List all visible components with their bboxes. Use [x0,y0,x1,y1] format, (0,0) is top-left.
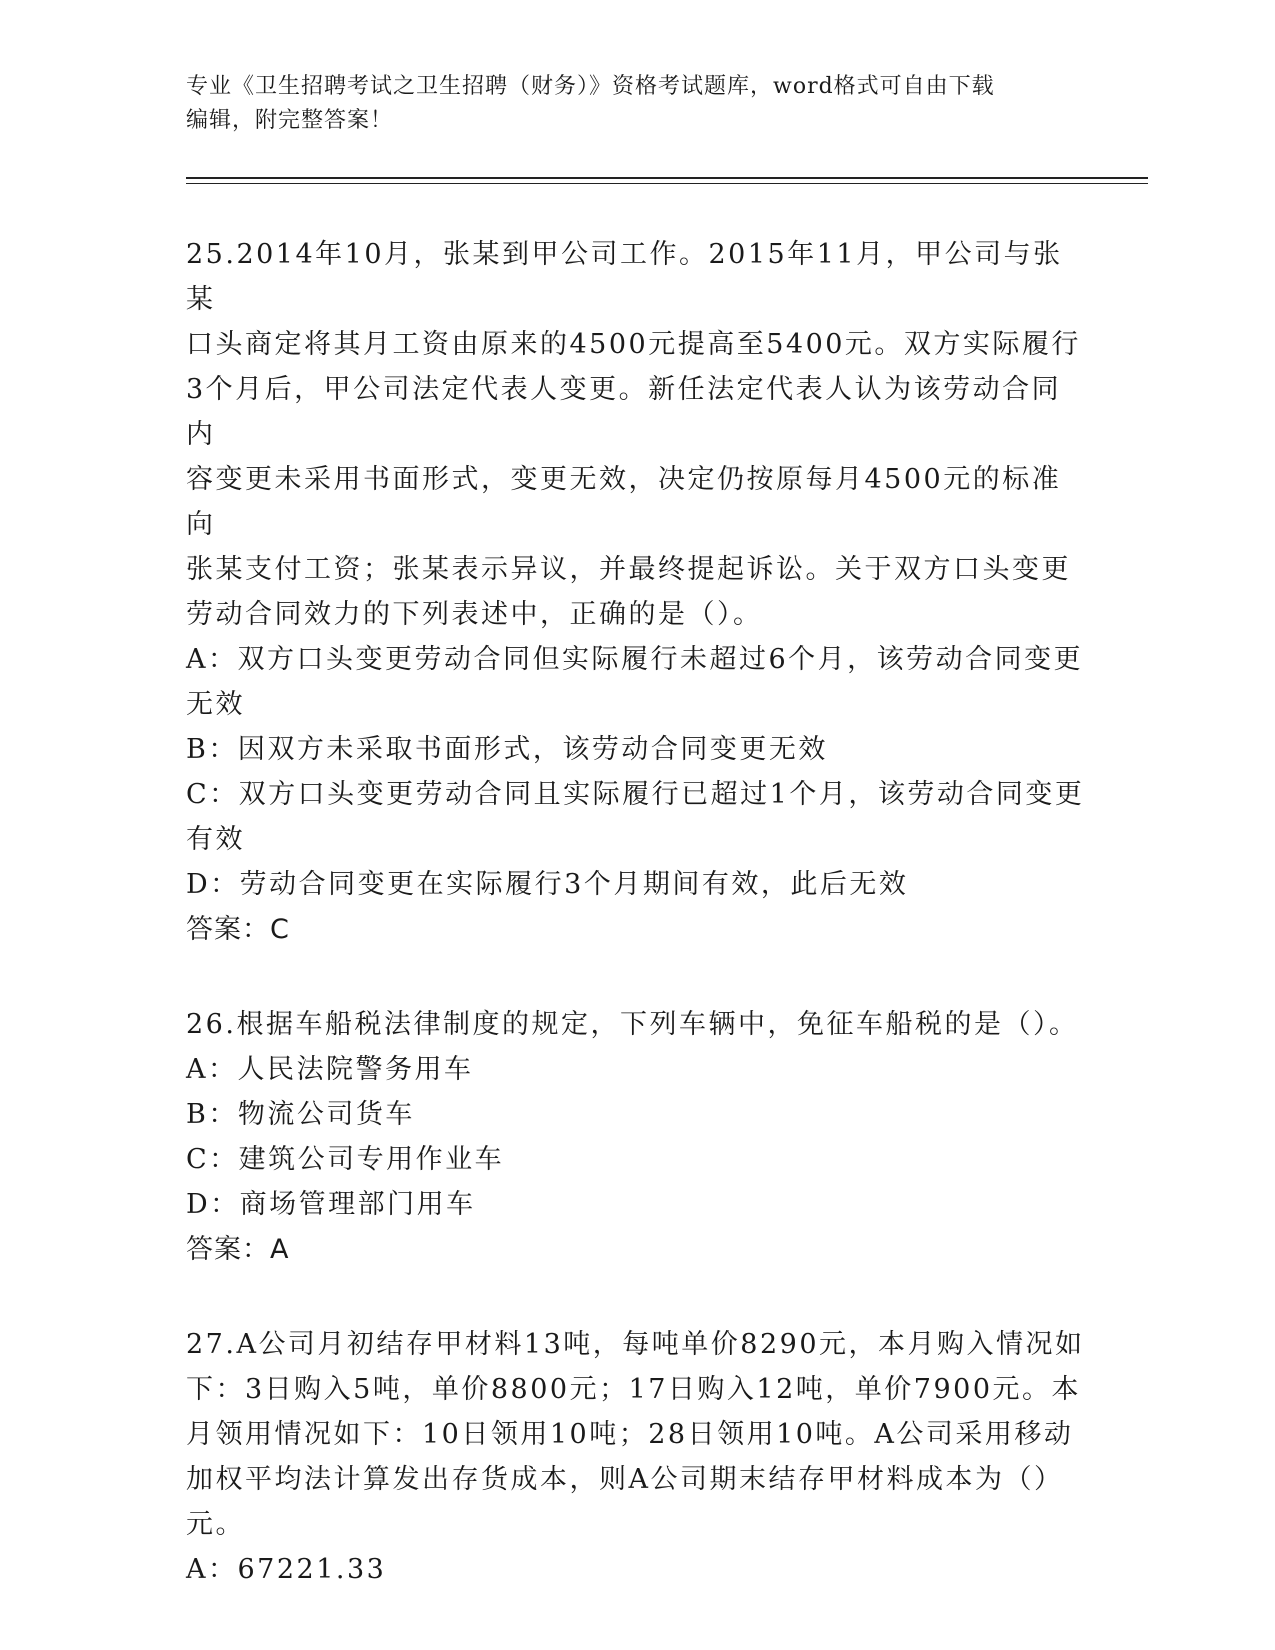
question-25 [186,232,1086,952]
header-divider-thin [186,183,1148,184]
option-line: A：67221.33 [186,1554,387,1585]
answer-label: 答案：A [186,1234,290,1265]
question-list [186,232,1086,1642]
option-line: B：因双方未采取书面形式，该劳动合同变更无效 [186,734,828,765]
question-27 [186,1322,1086,1592]
option-line: D：商场管理部门用车 [186,1189,476,1220]
question-stem-line: 劳动合同效力的下列表述中，正确的是（）。 [186,599,763,630]
question-stem-line: 25.2014年10月，张某到甲公司工作。2015年11月，甲公司与张某 [186,239,1063,315]
question-stem-line: 3个月后，甲公司法定代表人变更。新任法定代表人认为该劳动合同内 [186,374,1062,450]
question-stem-line: 加权平均法计算发出存货成本，则A公司期末结存甲材料成本为（） [186,1464,1064,1495]
document-header [186,70,1066,138]
header-divider-thick [186,177,1148,179]
header-line-1: 专业《卫生招聘考试之卫生招聘（财务）》资格考试题库，word格式可自由下载 [186,74,995,99]
question-stem-line: 下：3日购入5吨，单价8800元；17日购入12吨，单价7900元。本 [186,1374,1081,1405]
question-26 [186,1002,1086,1272]
option-line: D：劳动合同变更在实际履行3个月期间有效，此后无效 [186,869,909,900]
question-stem-line: 容变更未采用书面形式，变更无效，决定仍按原每月4500元的标准向 [186,464,1062,540]
question-stem-line: 张某支付工资；张某表示异议，并最终提起诉讼。关于双方口头变更 [186,554,1071,585]
option-line: C：双方口头变更劳动合同且实际履行已超过1个月，该劳动合同变更 [186,779,1085,810]
question-stem-line: 26.根据车船税法律制度的规定，下列车辆中，免征车船税的是（）。 [186,1009,1079,1040]
option-line: A：人民法院警务用车 [186,1054,474,1085]
question-stem-line: 口头商定将其月工资由原来的4500元提高至5400元。双方实际履行 [186,329,1081,360]
question-stem-line: 27.A公司月初结存甲材料13吨，每吨单价8290元，本月购入情况如 [186,1329,1085,1360]
question-stem-line: 元。 [186,1509,245,1540]
question-stem-line: 月领用情况如下：10日领用10吨；28日领用10吨。A公司采用移动 [186,1419,1074,1450]
option-line: A：双方口头变更劳动合同但实际履行未超过6个月，该劳动合同变更 [186,644,1084,675]
option-line: B：物流公司货车 [186,1099,415,1130]
option-line: 无效 [186,689,245,720]
option-line: 有效 [186,824,245,855]
option-line: C：建筑公司专用作业车 [186,1144,505,1175]
header-line-2: 编辑，附完整答案！ [186,108,394,133]
answer-label: 答案：C [186,914,290,945]
